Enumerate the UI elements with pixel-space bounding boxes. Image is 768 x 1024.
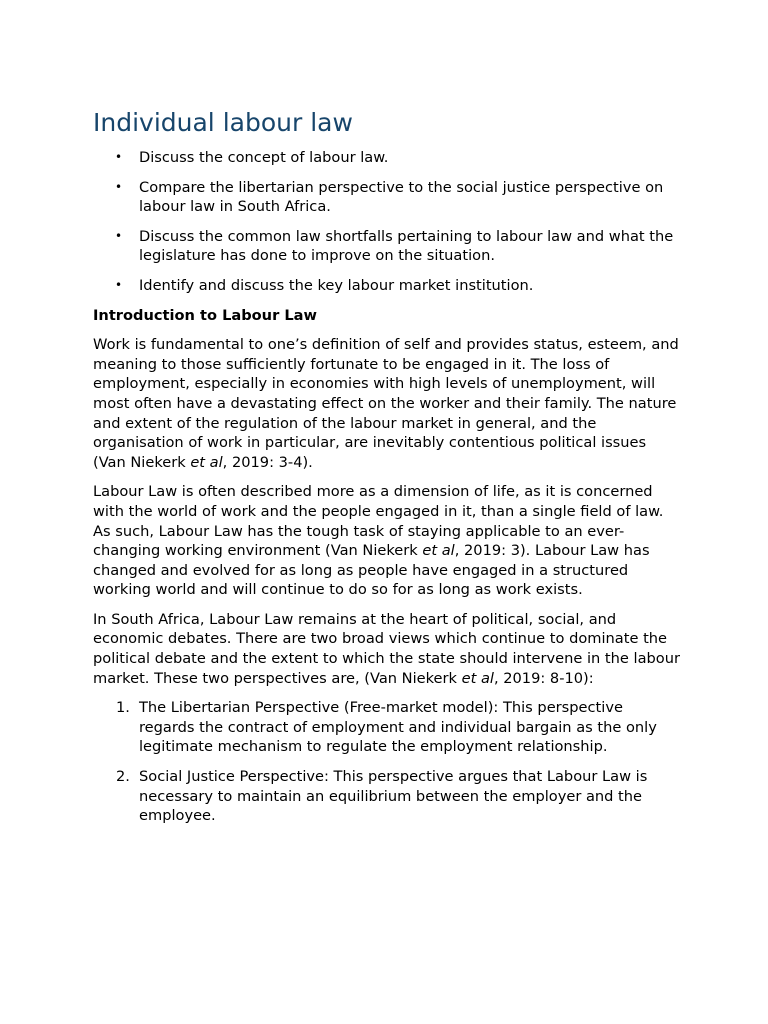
section-heading: Introduction to Labour Law — [93, 306, 317, 324]
list-item — [115, 148, 683, 168]
citation-italic: et al — [461, 669, 494, 687]
list-item — [115, 276, 683, 296]
paragraph-text: In South Africa, Labour Law remains at the heart of political, social, and economic debates. There are two broad views which continue to dominate the political debate and the extent to which the state should intervene in the labour market. These two perspectives are, (Van Niekerk — [93, 610, 680, 687]
bullet-icon: • — [115, 277, 123, 292]
paragraph-text: , 2019: 3). Labour Law has changed and evolved for as long as people have engaged in a structured working world and will continue to do so for as long as work exists. — [93, 542, 650, 599]
list-number: 2. — [116, 768, 130, 786]
list-item — [116, 767, 683, 826]
paragraph-text: , 2019: 8-10): — [493, 669, 594, 687]
list-item — [116, 698, 683, 757]
objectives-list — [93, 148, 683, 296]
list-number: 1. — [116, 699, 130, 717]
objective-text: Compare the libertarian perspective to the social justice perspective on labour law in South Africa. — [139, 178, 664, 216]
page-title: Individual labour law — [93, 108, 353, 137]
perspectives-list — [93, 698, 683, 826]
citation-italic: et al — [422, 542, 455, 560]
perspective-text: Social Justice Perspective: This perspective argues that Labour Law is necessary to maintain an equilibrium between the employer and the employee. — [139, 768, 648, 825]
bullet-icon: • — [115, 179, 123, 194]
bullet-icon: • — [115, 150, 123, 164]
paragraph-text: Labour Law is often described more as a dimension of life, as it is concerned with the world of work and the people engaged in it, than a single field of law. As such, Labour Law has the tough task of staying applicable to an ever-changing working environment (Van Niekerk — [93, 483, 664, 560]
paragraph-text: Work is fundamental to one’s definition of self and provides status, esteem, and meaning to those sufficiently fortunate to be engaged in it. The loss of employment, especially in economies with high levels of unemployment, will most often have a devastating effect on the worker and their family. The nature and extent of the regulation of the labour market in general, and the organisation of work in particular, are inevitably contentious political issues (Van Niekerk — [93, 336, 679, 471]
paragraph-text: , 2019: 3-4). — [222, 453, 313, 471]
paragraph — [93, 335, 683, 472]
bullet-icon: • — [115, 228, 123, 243]
paragraph — [93, 482, 683, 600]
objective-text: Discuss the concept of labour law. — [139, 149, 389, 166]
document-page — [93, 106, 683, 836]
perspective-text: The Libertarian Perspective (Free-market model): This perspective regards the contract of employment and individual bargain as the only legitimate mechanism to regulate the employment relationship. — [139, 699, 657, 756]
citation-italic: et al — [190, 453, 223, 471]
paragraph — [93, 610, 683, 688]
list-item — [115, 178, 683, 217]
list-item — [115, 227, 683, 266]
objective-text: Identify and discuss the key labour market institution. — [139, 276, 534, 294]
objective-text: Discuss the common law shortfalls pertaining to labour law and what the legislature has done to improve on the situation. — [139, 227, 674, 265]
